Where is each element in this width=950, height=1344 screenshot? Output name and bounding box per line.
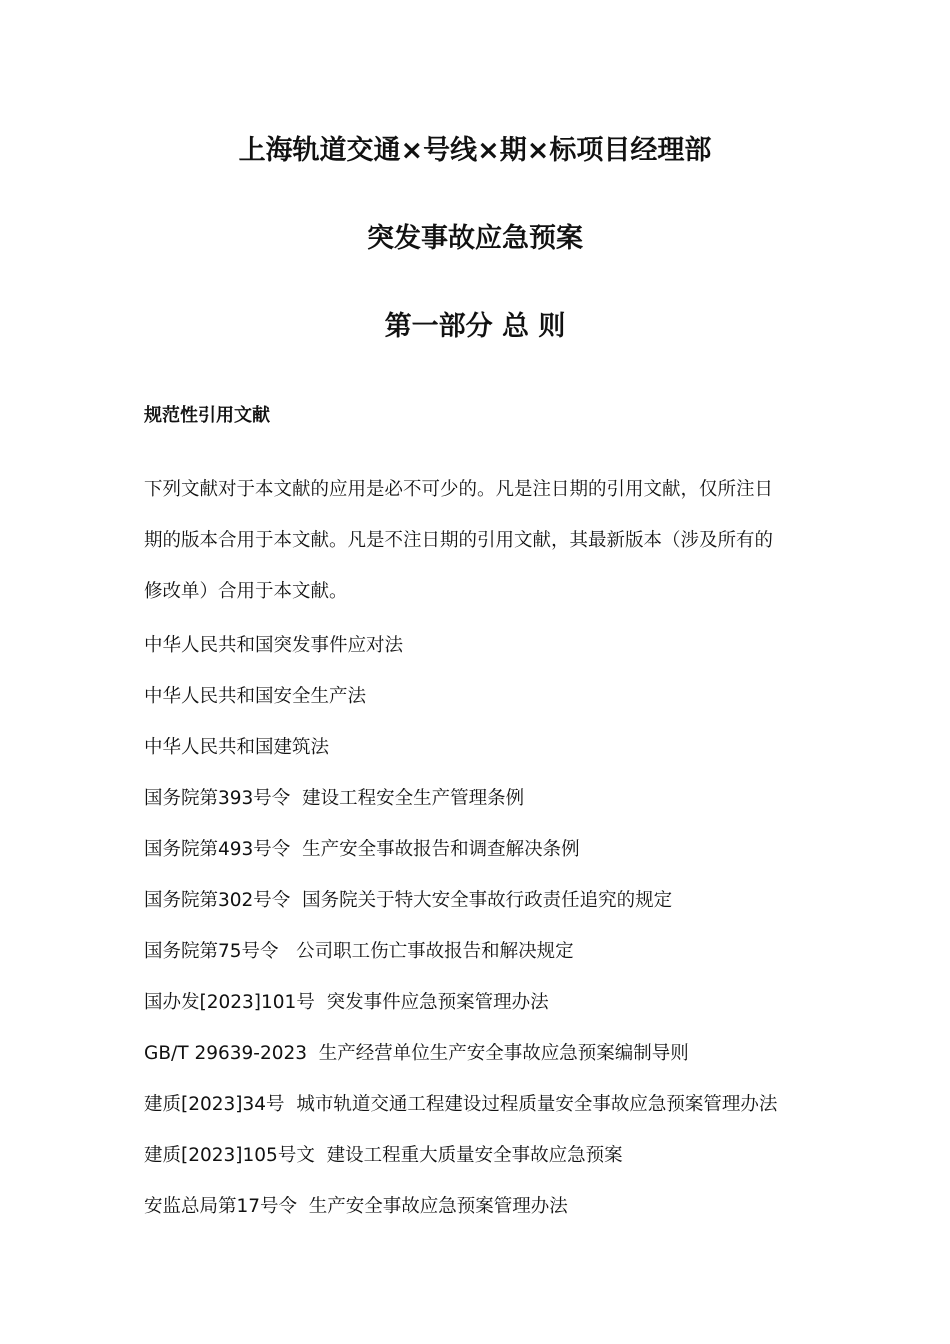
reference-item: 国务院第393号令 建设工程安全生产管理条例 [144,788,525,809]
reference-item: 安监总局第17号令 生产安全事故应急预案管理办法 [144,1196,568,1217]
section-heading: 规范性引用文献 [144,405,270,426]
part-title: 第一部分 总 则 [384,311,566,342]
plan-title: 突发事故应急预案 [367,223,583,254]
reference-item: 中华人民共和国建筑法 [144,737,330,758]
intro-paragraph: 下列文献对于本文献的应用是必不可少的。凡是注日期的引用文献，仅所注日 期的版本合用于本文献。凡是不注日期的引用文献，其最新版本（涉及所有的 修改单）合用于本文献。 [144,479,774,602]
reference-item: 中华人民共和国安全生产法 [144,686,367,707]
reference-item: 建质[2023]34号 城市轨道交通工程建设过程质量安全事故应急预案管理办法 [144,1094,778,1115]
project-title: 上海轨道交通×号线×期×标项目经理部 [238,135,712,166]
reference-item: 中华人民共和国突发事件应对法 [144,635,404,656]
reference-item: 国务院第302号令 国务院关于特大安全事故行政责任追究的规定 [144,890,673,911]
reference-item: 建质[2023]105号文 建设工程重大质量安全事故应急预案 [144,1145,623,1166]
reference-list [144,620,777,1232]
reference-item: 国办发[2023]101号 突发事件应急预案管理办法 [144,992,549,1013]
reference-item: 国务院第493号令 生产安全事故报告和调查解决条例 [144,839,580,860]
reference-item: GB/T 29639-2023 生产经营单位生产安全事故应急预案编制导则 [144,1043,689,1064]
reference-item: 国务院第75号令 公司职工伤亡事故报告和解决规定 [144,941,574,962]
